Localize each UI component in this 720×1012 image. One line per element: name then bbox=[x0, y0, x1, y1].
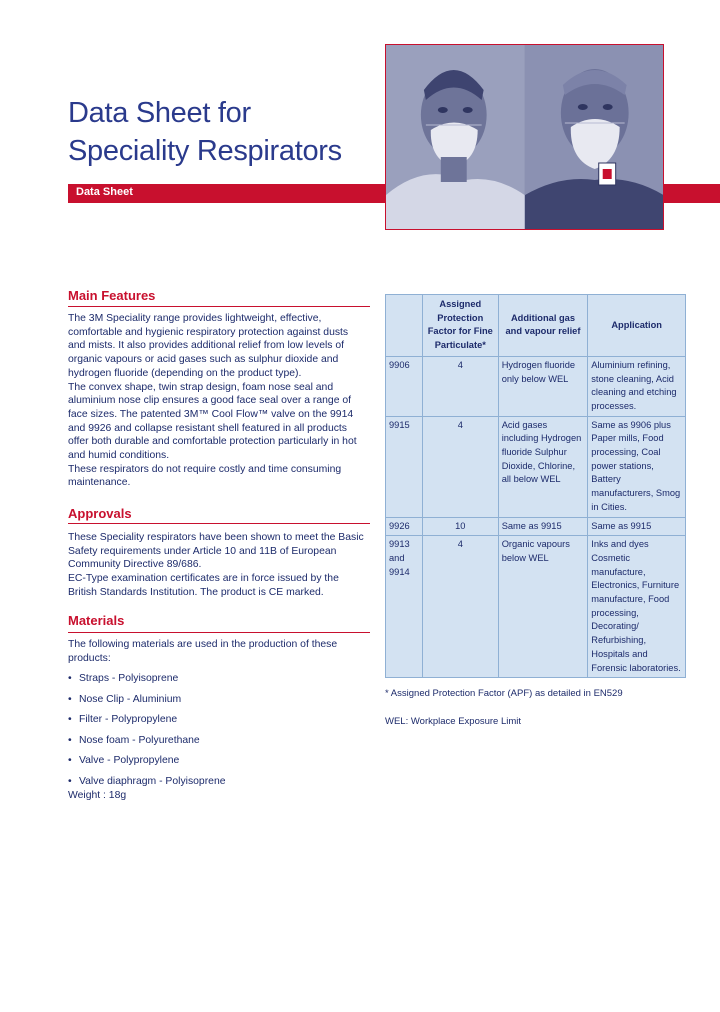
bullet-icon: • bbox=[68, 735, 72, 746]
cell-application: Aluminium refining, stone cleaning, Acid cleaning and etching processes. bbox=[588, 356, 686, 416]
list-item-label: Valve diaphragm - Polyisoprene bbox=[79, 776, 226, 787]
list-item bbox=[68, 694, 181, 705]
materials-rule bbox=[68, 632, 370, 633]
table-header-application: Application bbox=[588, 295, 686, 357]
banner-label: Data Sheet bbox=[76, 186, 133, 198]
specification-table bbox=[385, 294, 686, 678]
title-line-2: Speciality Respirators bbox=[68, 135, 342, 167]
cell-apf: 4 bbox=[422, 416, 498, 517]
bullet-icon: • bbox=[68, 755, 72, 766]
approvals-rule bbox=[68, 523, 370, 524]
list-item-label: Nose foam - Polyurethane bbox=[79, 735, 200, 746]
cell-apf: 4 bbox=[422, 536, 498, 678]
main-features-text: The 3M Speciality range provides lightweight, effective, comfortable and hygienic respiratory protection against dusts and mists. It also provides additional relief from low levels of organic vapours or acid gases such as sulphur dioxide and hydrogen fluoride (depending on the product type). The convex shape, twin strap design, foam nose seal and aluminium nose clip ensures a good face seal over a range of face sizes. The patented 3M™ Cool Flow™ valve on the 9914 and 9926 and collapse resistant shell featured in all products offer both durable and comfortable protection particularly in hot and humid conditions. These respirators do not require costly and time consuming maintenance. bbox=[68, 313, 357, 489]
page-title bbox=[68, 94, 342, 170]
cell-relief: Acid gases including Hydrogen fluoride Sulphur Dioxide, Chlorine, all below WEL bbox=[498, 416, 588, 517]
table-row bbox=[386, 416, 686, 517]
materials-intro: The following materials are used in the production of these products: bbox=[68, 639, 338, 664]
cell-model: 9926 bbox=[386, 517, 423, 536]
main-features-rule bbox=[68, 306, 370, 307]
photo-man-with-mask bbox=[386, 45, 525, 229]
cell-application: Inks and dyes Cosmetic manufacture, Electronics, Furniture manufacture, Food processing, Decorating/ Refurbishing, Hospitals and Forensic laboratories. bbox=[588, 536, 686, 678]
table-header-apf: Assigned Protection Factor for Fine Particulate* bbox=[422, 295, 498, 357]
bullet-icon: • bbox=[68, 776, 72, 787]
table-header-relief: Additional gas and vapour relief bbox=[498, 295, 588, 357]
cell-model: 9913 and 9914 bbox=[386, 536, 423, 678]
photo-man-with-valve-mask bbox=[525, 45, 664, 229]
approvals-text: These Speciality respirators have been shown to meet the Basic Safety requirements under Article 10 and 11B of European Community Directive 89/686. EC-Type examination certificates are in force issued by the British Standards Institution. The product is CE marked. bbox=[68, 532, 364, 598]
cell-model: 9915 bbox=[386, 416, 423, 517]
apf-footnote: * Assigned Protection Factor (APF) as detailed in EN529 bbox=[385, 688, 623, 699]
cell-apf: 4 bbox=[422, 356, 498, 416]
cell-relief: Organic vapours below WEL bbox=[498, 536, 588, 678]
table-header-row bbox=[386, 295, 686, 357]
main-features-heading: Main Features bbox=[68, 288, 156, 303]
materials-heading: Materials bbox=[68, 613, 125, 628]
wel-footnote: WEL: Workplace Exposure Limit bbox=[385, 716, 522, 727]
cell-relief: Hydrogen fluoride only below WEL bbox=[498, 356, 588, 416]
list-item-label: Valve - Polypropylene bbox=[79, 755, 180, 766]
table-row bbox=[386, 536, 686, 678]
table-header-model bbox=[386, 295, 423, 357]
list-item bbox=[68, 714, 177, 725]
table-row bbox=[386, 356, 686, 416]
table-row bbox=[386, 517, 686, 536]
bullet-icon: • bbox=[68, 694, 72, 705]
approvals-heading: Approvals bbox=[68, 506, 132, 521]
list-item-label: Nose Clip - Aluminium bbox=[79, 694, 182, 705]
list-item bbox=[68, 755, 179, 766]
list-item-label: Filter - Polypropylene bbox=[79, 714, 178, 725]
cell-application: Same as 9906 plus Paper mills, Food processing, Coal power stations, Battery manufacturers, Smog in Cities. bbox=[588, 416, 686, 517]
product-photos bbox=[385, 44, 664, 230]
list-item bbox=[68, 735, 200, 746]
cell-application: Same as 9915 bbox=[588, 517, 686, 536]
cell-relief: Same as 9915 bbox=[498, 517, 588, 536]
list-item-label: Straps - Polyisoprene bbox=[79, 673, 179, 684]
list-item bbox=[68, 776, 226, 787]
weight-text: Weight : 18g bbox=[68, 790, 127, 801]
list-item bbox=[68, 673, 178, 684]
cell-model: 9906 bbox=[386, 356, 423, 416]
bullet-icon: • bbox=[68, 673, 72, 684]
title-line-1: Data Sheet for bbox=[68, 97, 251, 129]
cell-apf: 10 bbox=[422, 517, 498, 536]
bullet-icon: • bbox=[68, 714, 72, 725]
